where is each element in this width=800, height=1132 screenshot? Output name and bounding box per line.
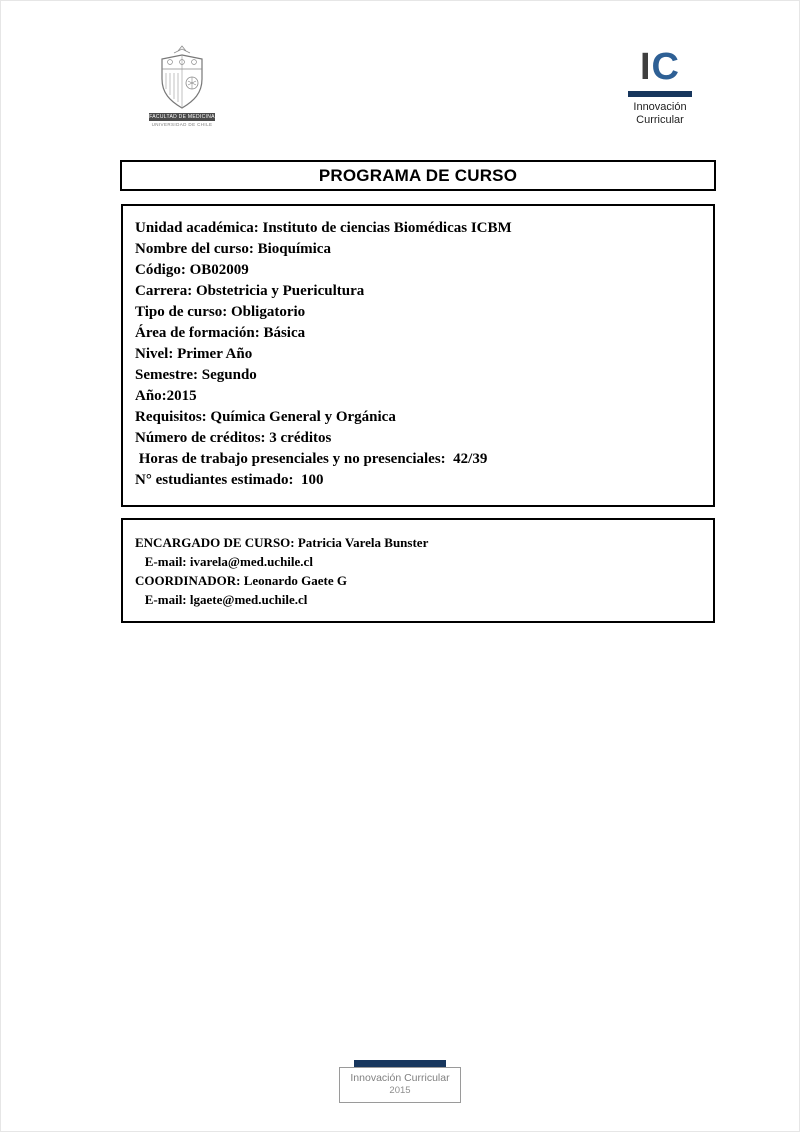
footer-text-line2: 2015 bbox=[389, 1085, 411, 1096]
staff-info-line: COORDINADOR: Leonardo Gaete G bbox=[135, 573, 347, 588]
course-info-line: Unidad académica: Instituto de ciencias Biomédicas ICBM bbox=[135, 220, 512, 236]
course-info-line: Nivel: Primer Año bbox=[135, 346, 253, 362]
ic-letter-i: I bbox=[639, 46, 652, 88]
staff-info-line: E-mail: lgaete@med.uchile.cl bbox=[135, 592, 308, 607]
footer-box bbox=[339, 1067, 460, 1103]
ic-letters bbox=[627, 47, 693, 87]
course-info-line: Carrera: Obstetricia y Puericultura bbox=[135, 283, 365, 299]
course-info-line: Año:2015 bbox=[135, 388, 197, 404]
staff-info-line: E-mail: ivarela@med.uchile.cl bbox=[135, 554, 313, 569]
innovacion-curricular-logo bbox=[627, 47, 693, 127]
page-title: PROGRAMA DE CURSO bbox=[318, 165, 518, 185]
course-info-line: Número de créditos: 3 créditos bbox=[135, 430, 332, 446]
course-info-line: N° estudiantes estimado: 100 bbox=[135, 472, 324, 488]
course-info-line: Código: OB02009 bbox=[135, 262, 249, 278]
ic-logo-bar bbox=[628, 91, 692, 97]
staff-info-line: ENCARGADO DE CURSO: Patricia Varela Bunster bbox=[135, 535, 429, 550]
ic-logo-text-line1: Innovación bbox=[633, 101, 687, 113]
page-footer bbox=[1, 1060, 799, 1103]
crest-faculty-text: FACULTAD DE MEDICINA bbox=[149, 114, 215, 120]
ic-letter-c: C bbox=[651, 46, 680, 88]
title-box bbox=[120, 160, 716, 191]
footer-navy-bar bbox=[354, 1060, 446, 1067]
course-info-box bbox=[121, 204, 715, 507]
ic-logo-text bbox=[627, 101, 693, 127]
course-info-line: Requisitos: Química General y Orgánica bbox=[135, 409, 396, 425]
course-info-line: Horas de trabajo presenciales y no presenciales: 42/39 bbox=[135, 451, 488, 467]
course-info-line: Semestre: Segundo bbox=[135, 367, 257, 383]
crest-shield-icon bbox=[156, 45, 208, 111]
course-info-line: Tipo de curso: Obligatorio bbox=[135, 304, 306, 320]
staff-info-box bbox=[121, 518, 715, 623]
crest-university-text: UNIVERSIDAD DE CHILE bbox=[151, 122, 213, 127]
ic-logo-text-line2: Curricular bbox=[636, 114, 684, 126]
course-info-line: Nombre del curso: Bioquímica bbox=[135, 241, 331, 257]
course-info-line: Área de formación: Básica bbox=[135, 325, 306, 341]
university-crest-logo bbox=[149, 45, 215, 128]
footer-text-line1: Innovación Curricular bbox=[350, 1072, 450, 1084]
